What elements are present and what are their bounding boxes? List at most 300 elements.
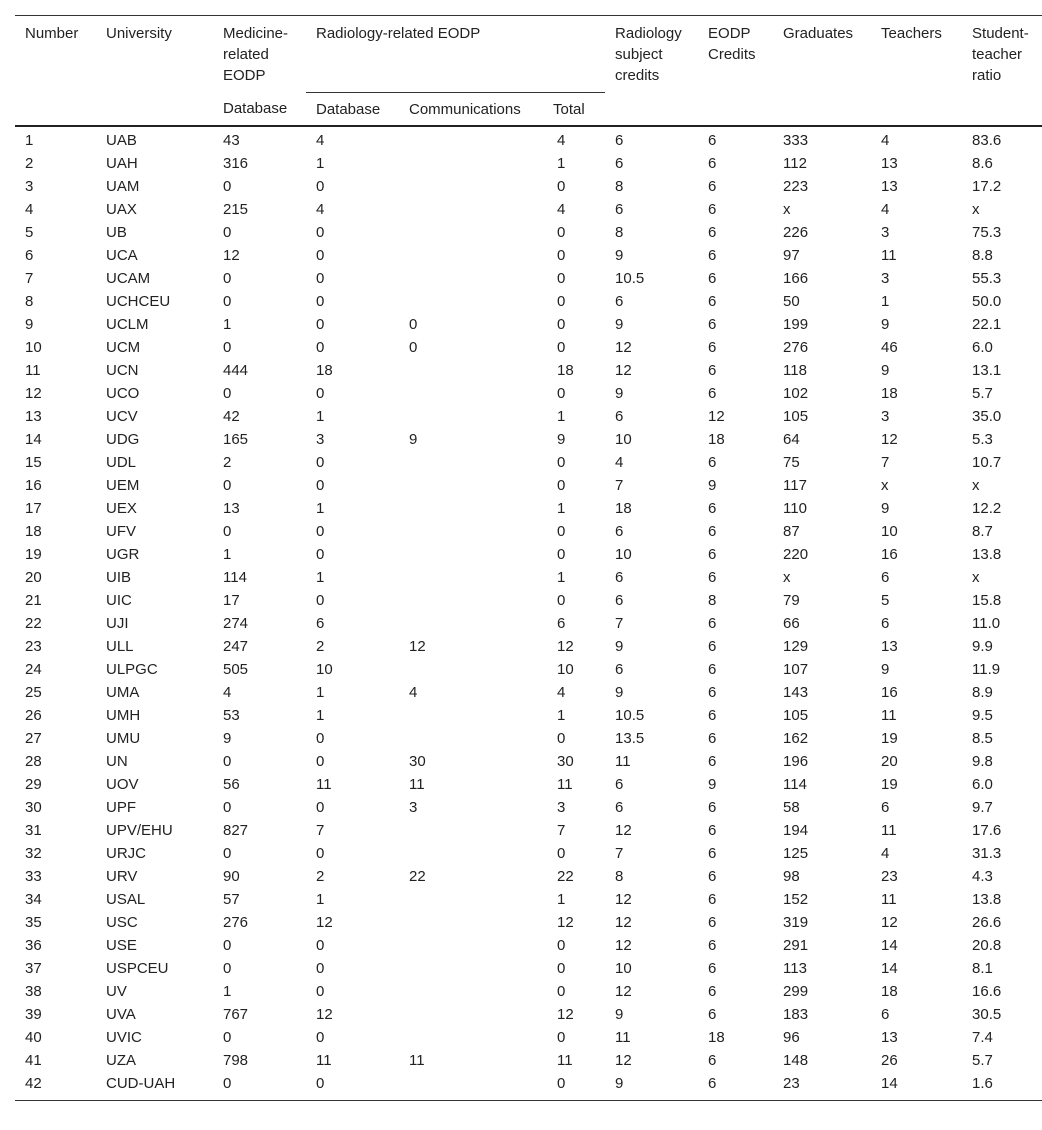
- cell-ratio: 20.8: [972, 936, 1002, 954]
- cell-graduates: 110: [783, 499, 807, 517]
- table-row: [15, 290, 1042, 313]
- cell-rad-total: 9: [557, 430, 566, 448]
- cell-teachers: 9: [881, 361, 890, 379]
- cell-university: UAM: [106, 177, 140, 195]
- cell-university: UVIC: [106, 1028, 142, 1046]
- table-row: [15, 727, 1042, 750]
- cell-teachers: 11: [881, 246, 897, 264]
- cell-graduates: 64: [783, 430, 800, 448]
- cell-rad-communications: [399, 382, 543, 405]
- cell-radiology-credits: 6: [615, 798, 624, 816]
- cell-university: USC: [106, 913, 138, 931]
- cell-rad-database: 0: [316, 729, 325, 747]
- cell-rad-communications: [399, 934, 543, 957]
- cell-number: 32: [25, 844, 42, 862]
- cell-number: 20: [25, 568, 42, 586]
- cell-number: 17: [25, 499, 42, 517]
- cell-eodp-credits: 6: [708, 384, 717, 402]
- cell-radiology-credits: 8: [615, 177, 624, 195]
- cell-rad-total: 12: [557, 913, 574, 931]
- cell-eodp-credits: 6: [708, 982, 717, 1000]
- cell-radiology-credits: 10: [615, 545, 632, 563]
- cell-number: 31: [25, 821, 42, 839]
- table-row: [15, 1003, 1042, 1026]
- cell-eodp-credits: 6: [708, 223, 717, 241]
- table-row: [15, 589, 1042, 612]
- cell-ratio: 9.9: [972, 637, 993, 655]
- cell-med-database: 0: [223, 177, 232, 195]
- cell-rad-database: 0: [316, 1028, 325, 1046]
- cell-rad-database: 1: [316, 683, 325, 701]
- cell-eodp-credits: 6: [708, 867, 717, 885]
- cell-number: 22: [25, 614, 42, 632]
- cell-ratio: 35.0: [972, 407, 1002, 425]
- table-row: [15, 957, 1042, 980]
- cell-ratio: 31.3: [972, 844, 1002, 862]
- cell-graduates: 223: [783, 177, 809, 195]
- cell-teachers: 14: [881, 959, 898, 977]
- cell-rad-communications: [399, 126, 543, 152]
- cell-number: 11: [25, 361, 41, 379]
- cell-rad-database: 0: [316, 476, 325, 494]
- cell-rad-database: 0: [316, 177, 325, 195]
- cell-eodp-credits: 6: [708, 798, 717, 816]
- cell-ratio: 4.3: [972, 867, 993, 885]
- cell-rad-database: 0: [316, 453, 325, 471]
- cell-graduates: 105: [783, 706, 809, 724]
- cell-graduates: 107: [783, 660, 809, 678]
- cell-ratio: x: [972, 568, 980, 586]
- cell-rad-communications: [399, 175, 543, 198]
- cell-number: 41: [25, 1051, 42, 1069]
- cell-number: 29: [25, 775, 42, 793]
- cell-teachers: 11: [881, 890, 897, 908]
- cell-graduates: 118: [783, 361, 807, 379]
- cell-rad-communications: 11: [409, 1051, 425, 1069]
- cell-teachers: 3: [881, 407, 890, 425]
- cell-university: UCN: [106, 361, 139, 379]
- cell-rad-communications: [399, 819, 543, 842]
- cell-rad-total: 1: [557, 568, 566, 586]
- cell-rad-database: 0: [316, 522, 325, 540]
- table-row: [15, 865, 1042, 888]
- table-row: [15, 267, 1042, 290]
- cell-rad-communications: [399, 589, 543, 612]
- cell-rad-communications: [399, 520, 543, 543]
- cell-eodp-credits: 6: [708, 131, 717, 149]
- cell-eodp-credits: 6: [708, 269, 717, 287]
- subheader-rad-database: Database: [316, 100, 381, 118]
- cell-eodp-credits: 6: [708, 338, 717, 356]
- cell-rad-communications: [399, 405, 543, 428]
- cell-med-database: 42: [223, 407, 240, 425]
- cell-rad-communications: [399, 497, 543, 520]
- cell-rad-database: 4: [316, 200, 325, 218]
- cell-radiology-credits: 12: [615, 890, 632, 908]
- cell-eodp-credits: 8: [708, 591, 717, 609]
- cell-university: USAL: [106, 890, 146, 908]
- cell-med-database: 0: [223, 936, 232, 954]
- cell-number: 18: [25, 522, 42, 540]
- cell-teachers: x: [881, 476, 889, 494]
- cell-teachers: 13: [881, 154, 898, 172]
- cell-university: UPF: [106, 798, 136, 816]
- cell-ratio: 8.6: [972, 154, 993, 172]
- cell-radiology-credits: 9: [615, 384, 624, 402]
- cell-university: UMA: [106, 683, 140, 701]
- cell-med-database: 0: [223, 338, 232, 356]
- cell-rad-communications: [399, 543, 543, 566]
- cell-university: URJC: [106, 844, 146, 862]
- table-row: [15, 520, 1042, 543]
- cell-rad-total: 11: [557, 775, 573, 793]
- cell-eodp-credits: 6: [708, 568, 717, 586]
- cell-radiology-credits: 6: [615, 131, 624, 149]
- cell-med-database: 276: [223, 913, 249, 931]
- cell-rad-database: 11: [316, 775, 332, 793]
- table-row: [15, 819, 1042, 842]
- cell-radiology-credits: 6: [615, 407, 624, 425]
- col-header-graduates: Graduates: [783, 25, 854, 42]
- cell-rad-total: 0: [557, 177, 566, 195]
- cell-med-database: 1: [223, 545, 232, 563]
- cell-number: 26: [25, 706, 42, 724]
- cell-university: UEX: [106, 499, 137, 517]
- cell-ratio: 75.3: [972, 223, 1002, 241]
- cell-eodp-credits: 18: [708, 430, 725, 448]
- cell-eodp-credits: 6: [708, 200, 717, 218]
- cell-ratio: x: [972, 476, 980, 494]
- cell-number: 13: [25, 407, 42, 425]
- cell-eodp-credits: 6: [708, 522, 717, 540]
- cell-rad-total: 1: [557, 499, 566, 517]
- cell-rad-database: 1: [316, 499, 325, 517]
- cell-ratio: x: [972, 200, 980, 218]
- cell-university: UCHCEU: [106, 292, 171, 310]
- cell-rad-database: 3: [316, 430, 325, 448]
- cell-radiology-credits: 6: [615, 292, 624, 310]
- table-row: [15, 313, 1042, 336]
- cell-eodp-credits: 6: [708, 361, 717, 379]
- cell-number: 6: [25, 246, 34, 264]
- cell-university: UAX: [106, 200, 137, 218]
- cell-number: 12: [25, 384, 42, 402]
- col-header-radiology-eodp: Radiology-related EODP: [306, 16, 605, 93]
- cell-rad-database: 6: [316, 614, 325, 632]
- cell-ratio: 12.2: [972, 499, 1002, 517]
- cell-rad-total: 0: [557, 729, 566, 747]
- cell-university: UPV/EHU: [106, 821, 173, 839]
- cell-med-database: 1: [223, 315, 232, 333]
- cell-eodp-credits: 6: [708, 959, 717, 977]
- cell-number: 3: [25, 177, 34, 195]
- cell-rad-total: 0: [557, 384, 566, 402]
- cell-rad-total: 0: [557, 1074, 566, 1092]
- cell-radiology-credits: 6: [615, 200, 624, 218]
- cell-ratio: 8.1: [972, 959, 993, 977]
- cell-rad-communications: [399, 152, 543, 175]
- cell-rad-database: 0: [316, 982, 325, 1000]
- cell-university: UFV: [106, 522, 136, 540]
- cell-university: UJI: [106, 614, 129, 632]
- cell-teachers: 4: [881, 131, 890, 149]
- cell-radiology-credits: 9: [615, 1074, 624, 1092]
- cell-eodp-credits: 6: [708, 890, 717, 908]
- cell-rad-database: 0: [316, 844, 325, 862]
- cell-university: UDL: [106, 453, 137, 471]
- cell-rad-total: 4: [557, 683, 566, 701]
- cell-ratio: 5.3: [972, 430, 993, 448]
- cell-university: UOV: [106, 775, 139, 793]
- cell-graduates: 113: [783, 959, 807, 977]
- subheader-med-database: Database: [223, 100, 288, 117]
- cell-rad-database: 7: [316, 821, 325, 839]
- cell-graduates: 226: [783, 223, 809, 241]
- eodp-table: [15, 15, 1042, 1101]
- table-row: [15, 451, 1042, 474]
- cell-ratio: 17.6: [972, 821, 1002, 839]
- cell-med-database: 316: [223, 154, 249, 172]
- cell-ratio: 15.8: [972, 591, 1002, 609]
- cell-ratio: 8.9: [972, 683, 993, 701]
- cell-rad-communications: [399, 1003, 543, 1026]
- cell-graduates: 58: [783, 798, 800, 816]
- cell-med-database: 798: [223, 1051, 249, 1069]
- cell-graduates: 87: [783, 522, 800, 540]
- cell-eodp-credits: 6: [708, 545, 717, 563]
- cell-med-database: 0: [223, 384, 232, 402]
- cell-med-database: 0: [223, 292, 232, 310]
- cell-rad-total: 6: [557, 614, 566, 632]
- cell-graduates: 152: [783, 890, 809, 908]
- cell-university: UGR: [106, 545, 140, 563]
- table-row: [15, 405, 1042, 428]
- cell-graduates: 319: [783, 913, 809, 931]
- cell-rad-database: 0: [316, 798, 325, 816]
- cell-radiology-credits: 6: [615, 154, 624, 172]
- table-row: [15, 1026, 1042, 1049]
- cell-rad-communications: [399, 221, 543, 244]
- cell-teachers: 18: [881, 982, 898, 1000]
- cell-radiology-credits: 4: [615, 453, 624, 471]
- cell-eodp-credits: 6: [708, 1051, 717, 1069]
- table-row: [15, 911, 1042, 934]
- cell-ratio: 11.0: [972, 614, 1001, 632]
- cell-med-database: 0: [223, 752, 232, 770]
- cell-graduates: 183: [783, 1005, 809, 1023]
- cell-university: UCO: [106, 384, 140, 402]
- cell-rad-total: 22: [557, 867, 574, 885]
- cell-med-database: 0: [223, 223, 232, 241]
- cell-ratio: 7.4: [972, 1028, 993, 1046]
- cell-rad-communications: 9: [409, 430, 418, 448]
- cell-rad-database: 0: [316, 959, 325, 977]
- cell-rad-total: 12: [557, 637, 574, 655]
- cell-rad-communications: [399, 888, 543, 911]
- table-row: [15, 175, 1042, 198]
- cell-rad-communications: [399, 612, 543, 635]
- cell-rad-communications: 0: [409, 338, 418, 356]
- cell-med-database: 505: [223, 660, 249, 678]
- cell-eodp-credits: 6: [708, 637, 717, 655]
- cell-teachers: 4: [881, 200, 890, 218]
- cell-number: 14: [25, 430, 42, 448]
- cell-ratio: 13.1: [972, 361, 1002, 379]
- cell-graduates: 23: [783, 1074, 800, 1092]
- cell-rad-database: 1: [316, 407, 325, 425]
- cell-university: UIB: [106, 568, 132, 586]
- cell-med-database: 0: [223, 522, 232, 540]
- cell-rad-total: 0: [557, 982, 566, 1000]
- cell-rad-communications: [399, 957, 543, 980]
- cell-teachers: 12: [881, 913, 898, 931]
- cell-graduates: 102: [783, 384, 809, 402]
- cell-rad-total: 0: [557, 545, 566, 563]
- cell-med-database: 0: [223, 844, 232, 862]
- table-row: [15, 888, 1042, 911]
- cell-university: UB: [106, 223, 127, 241]
- cell-rad-total: 0: [557, 476, 566, 494]
- cell-university: UN: [106, 752, 128, 770]
- cell-graduates: 98: [783, 867, 800, 885]
- cell-rad-total: 0: [557, 844, 566, 862]
- cell-number: 27: [25, 729, 42, 747]
- cell-graduates: 162: [783, 729, 809, 747]
- cell-rad-communications: 3: [409, 798, 418, 816]
- cell-eodp-credits: 6: [708, 614, 717, 632]
- cell-rad-communications: 0: [409, 315, 418, 333]
- cell-med-database: 0: [223, 269, 232, 287]
- cell-university: UAH: [106, 154, 138, 172]
- cell-university: UCAM: [106, 269, 151, 287]
- cell-radiology-credits: 8: [615, 223, 624, 241]
- cell-radiology-credits: 12: [615, 936, 632, 954]
- cell-number: 28: [25, 752, 42, 770]
- cell-eodp-credits: 6: [708, 683, 717, 701]
- cell-med-database: 247: [223, 637, 249, 655]
- cell-rad-database: 1: [316, 890, 325, 908]
- cell-teachers: 6: [881, 798, 890, 816]
- table-row: [15, 1049, 1042, 1072]
- cell-number: 23: [25, 637, 42, 655]
- table-row: [15, 359, 1042, 382]
- cell-university: UEM: [106, 476, 140, 494]
- cell-rad-database: 1: [316, 568, 325, 586]
- cell-university: UZA: [106, 1051, 136, 1069]
- cell-eodp-credits: 6: [708, 292, 717, 310]
- cell-rad-communications: [399, 359, 543, 382]
- cell-teachers: 3: [881, 223, 890, 241]
- cell-teachers: 11: [881, 706, 897, 724]
- table-row: [15, 681, 1042, 704]
- cell-number: 39: [25, 1005, 42, 1023]
- cell-rad-communications: [399, 290, 543, 313]
- cell-rad-total: 0: [557, 522, 566, 540]
- cell-ratio: 5.7: [972, 384, 993, 402]
- cell-radiology-credits: 9: [615, 1005, 624, 1023]
- cell-rad-communications: [399, 451, 543, 474]
- cell-eodp-credits: 6: [708, 453, 717, 471]
- cell-rad-database: 1: [316, 154, 325, 172]
- cell-graduates: 97: [783, 246, 800, 264]
- cell-eodp-credits: 18: [708, 1028, 725, 1046]
- cell-teachers: 20: [881, 752, 898, 770]
- cell-rad-total: 3: [557, 798, 566, 816]
- cell-radiology-credits: 6: [615, 522, 624, 540]
- cell-rad-communications: 12: [409, 637, 426, 655]
- cell-eodp-credits: 9: [708, 775, 717, 793]
- cell-radiology-credits: 12: [615, 913, 632, 931]
- subheader-rad-communications: Communications: [409, 100, 521, 118]
- cell-rad-database: 4: [316, 131, 325, 149]
- cell-rad-communications: 22: [409, 867, 426, 885]
- table-row: [15, 612, 1042, 635]
- cell-graduates: 199: [783, 315, 809, 333]
- cell-university: ULPGC: [106, 660, 158, 678]
- cell-rad-total: 0: [557, 223, 566, 241]
- cell-ratio: 6.0: [972, 775, 993, 793]
- cell-number: 16: [25, 476, 42, 494]
- cell-ratio: 26.6: [972, 913, 1002, 931]
- table-row: [15, 1072, 1042, 1101]
- cell-med-database: 0: [223, 1028, 232, 1046]
- cell-med-database: 2: [223, 453, 232, 471]
- table-row: [15, 658, 1042, 681]
- cell-med-database: 17: [223, 591, 240, 609]
- cell-teachers: 11: [881, 821, 897, 839]
- cell-radiology-credits: 12: [615, 361, 632, 379]
- cell-number: 36: [25, 936, 42, 954]
- cell-teachers: 19: [881, 729, 898, 747]
- cell-rad-total: 0: [557, 959, 566, 977]
- cell-rad-communications: [399, 244, 543, 267]
- cell-rad-communications: [399, 198, 543, 221]
- cell-ratio: 13.8: [972, 545, 1002, 563]
- cell-radiology-credits: 18: [615, 499, 632, 517]
- cell-teachers: 9: [881, 660, 890, 678]
- cell-rad-database: 12: [316, 913, 333, 931]
- cell-ratio: 8.5: [972, 729, 993, 747]
- cell-teachers: 13: [881, 637, 898, 655]
- cell-radiology-credits: 6: [615, 568, 624, 586]
- cell-number: 25: [25, 683, 42, 701]
- cell-university: UCM: [106, 338, 141, 356]
- cell-graduates: 117: [783, 476, 807, 494]
- cell-ratio: 6.0: [972, 338, 993, 356]
- cell-radiology-credits: 8: [615, 867, 624, 885]
- cell-university: UVA: [106, 1005, 136, 1023]
- cell-rad-communications: [399, 566, 543, 589]
- cell-graduates: 105: [783, 407, 809, 425]
- cell-graduates: 75: [783, 453, 800, 471]
- cell-radiology-credits: 6: [615, 591, 624, 609]
- cell-rad-database: 0: [316, 315, 325, 333]
- cell-number: 38: [25, 982, 42, 1000]
- table-row: [15, 244, 1042, 267]
- cell-teachers: 5: [881, 591, 890, 609]
- cell-eodp-credits: 6: [708, 499, 717, 517]
- cell-rad-communications: [399, 980, 543, 1003]
- col-header-eodp-credits: EODP Credits: [708, 25, 756, 63]
- cell-rad-communications: [399, 704, 543, 727]
- cell-graduates: 79: [783, 591, 800, 609]
- cell-rad-database: 0: [316, 246, 325, 264]
- cell-med-database: 0: [223, 798, 232, 816]
- cell-teachers: 9: [881, 499, 890, 517]
- cell-graduates: 112: [783, 154, 807, 172]
- table-row: [15, 543, 1042, 566]
- cell-med-database: 90: [223, 867, 240, 885]
